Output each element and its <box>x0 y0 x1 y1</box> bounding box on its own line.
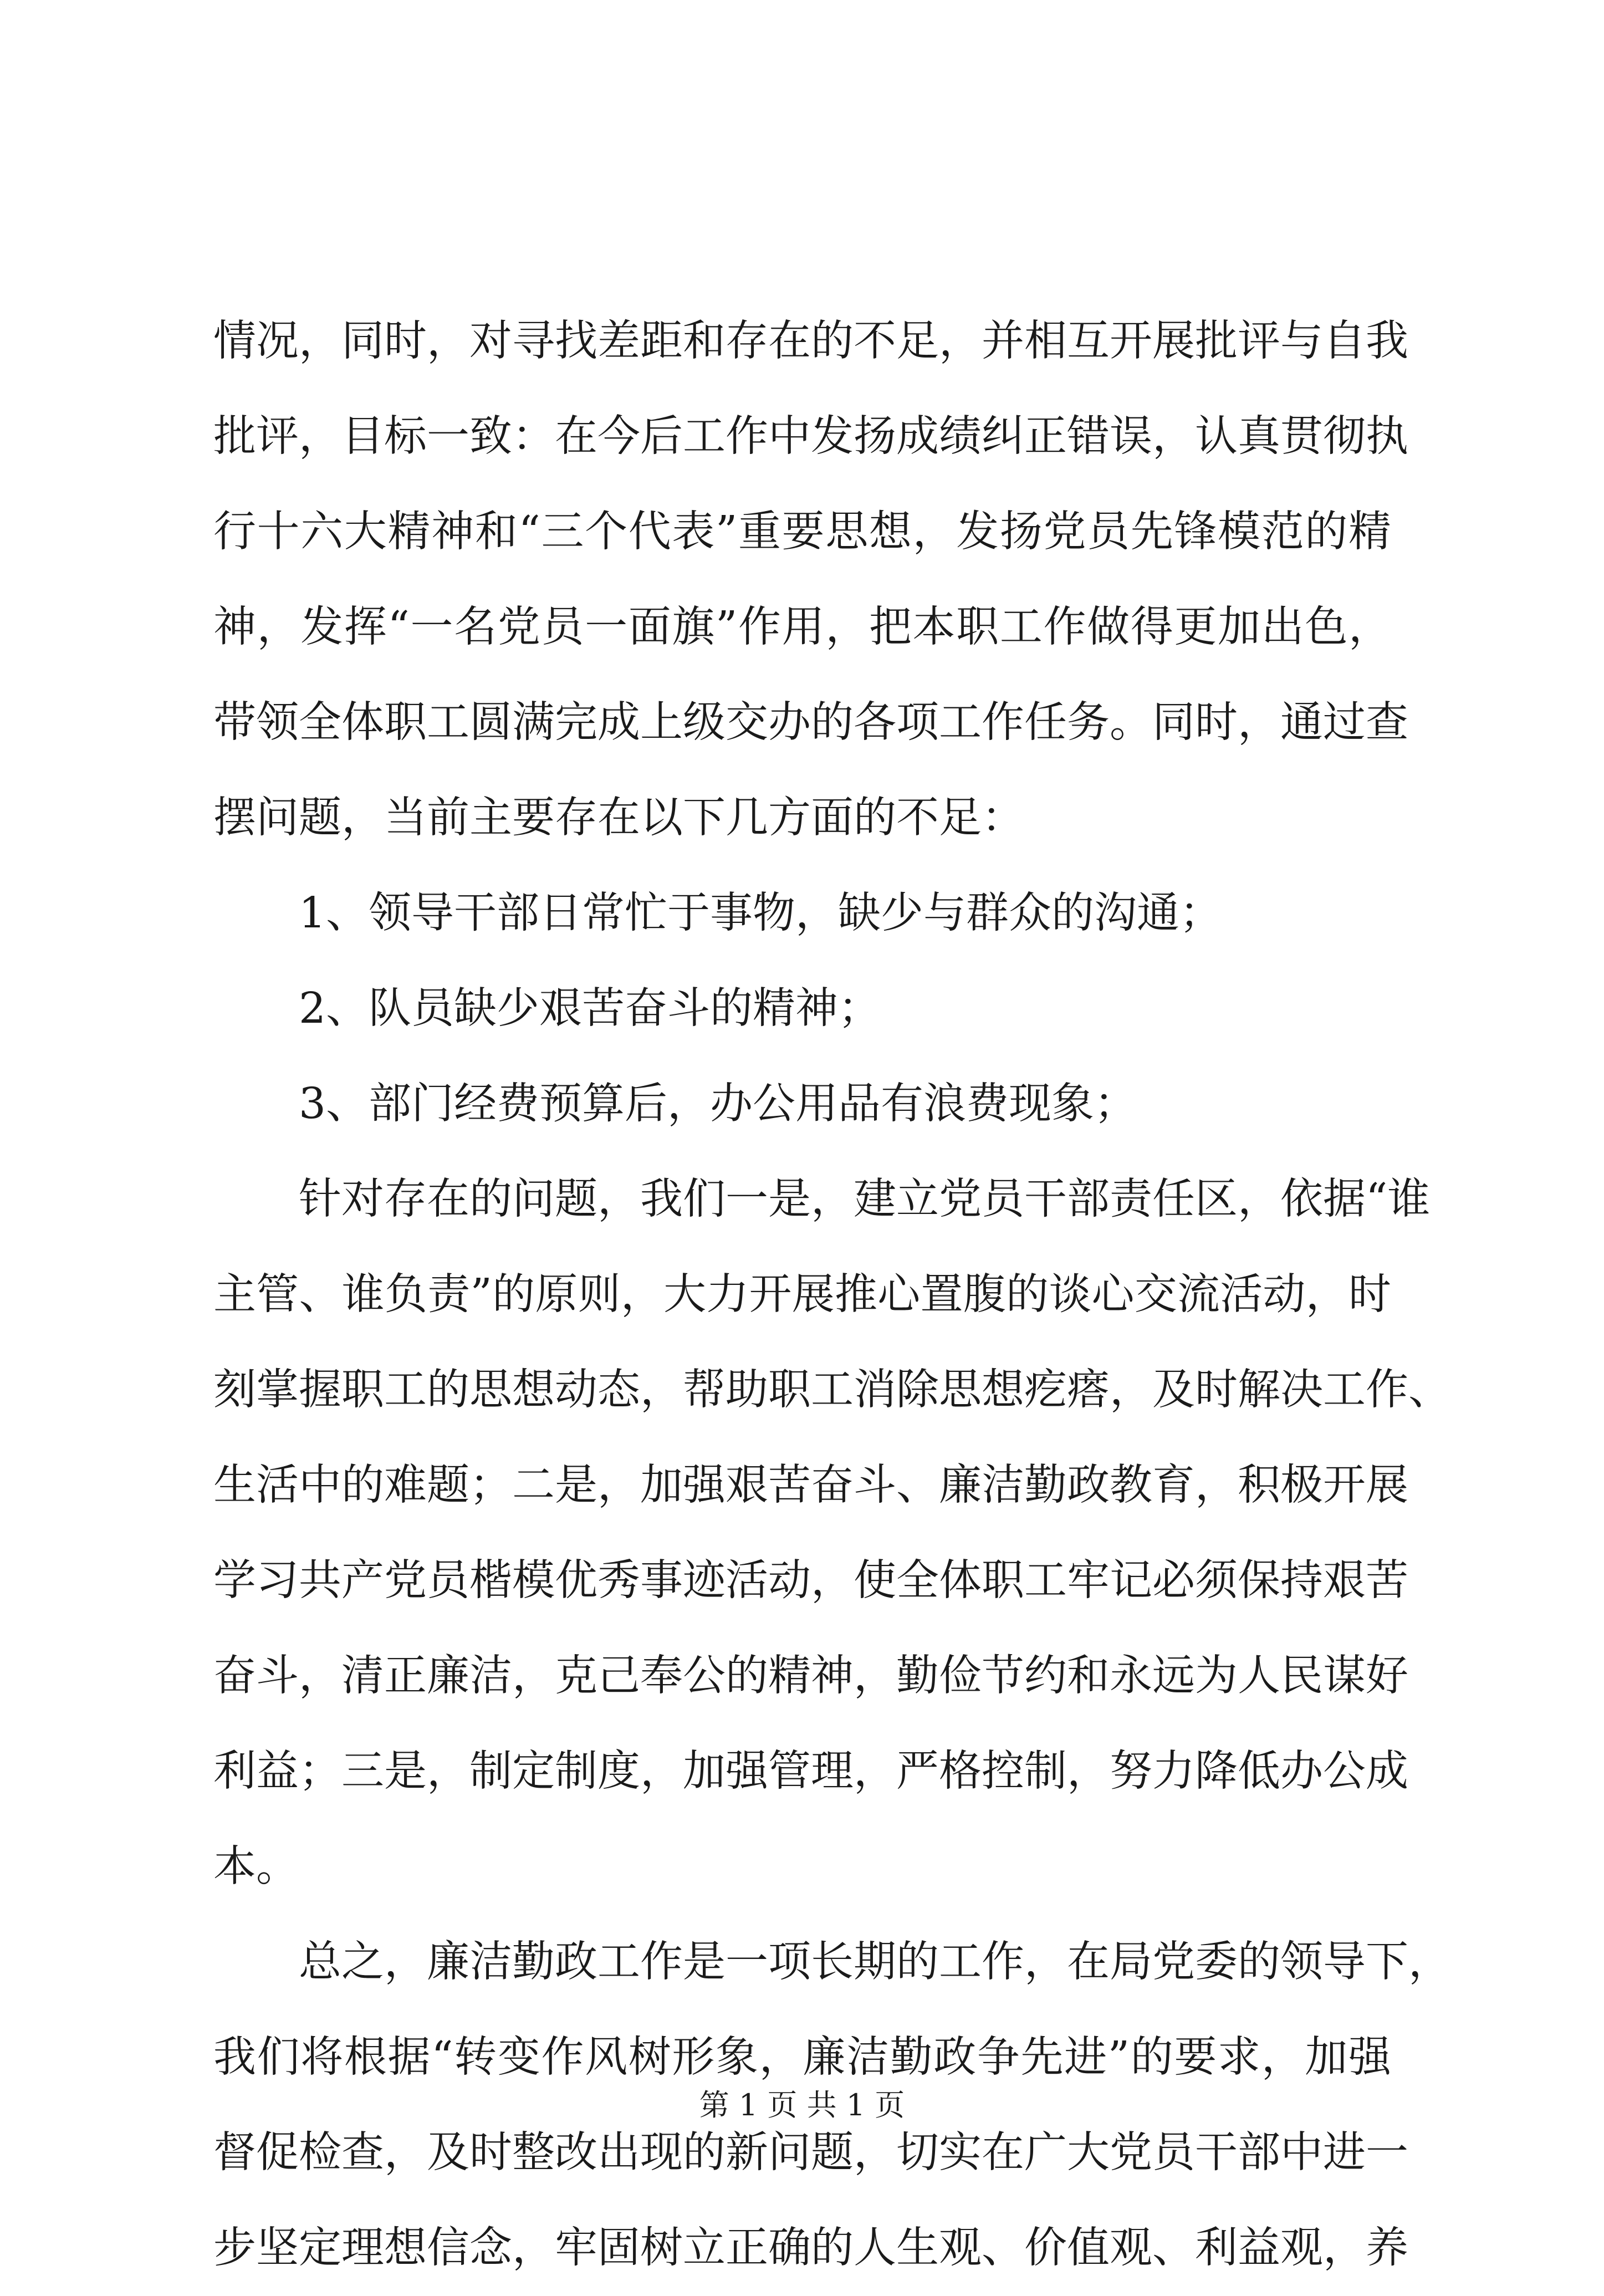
body-line: 带领全体职工圆满完成上级交办的各项工作任务。同时，通过查 <box>213 698 1408 747</box>
body-line: 学习共产党员楷模优秀事迹活动，使全体职工牢记必须保持艰苦 <box>213 1556 1408 1605</box>
body-line: 我们将根据“转变作风树形象，廉洁勤政争先进”的要求，加强 <box>213 2033 1391 2082</box>
body-line: 生活中的难题；二是，加强艰苦奋斗、廉洁勤政教育，积极开展 <box>213 1461 1408 1510</box>
body-line: 神，发挥“一名党员一面旗”作用，把本职工作做得更加出色， <box>213 603 1391 652</box>
body-line: 主管、谁负责”的原则，大力开展推心置腹的谈心交流活动，时 <box>213 1270 1391 1319</box>
paragraph-start: 总之，廉洁勤政工作是一项长期的工作，在局党委的领导下， <box>299 1937 1451 1987</box>
document-body <box>213 294 1451 2296</box>
body-line: 摆问题，当前主要存在以下几方面的不足： <box>213 793 1024 843</box>
body-line: 督促检查，及时整改出现的新问题，切实在广大党员干部中进一 <box>213 2128 1408 2177</box>
paragraph-start: 针对存在的问题，我们一是，建立党员干部责任区，依据“谁 <box>299 1175 1431 1224</box>
body-line: 利益；三是，制定制度，加强管理，严格控制，努力降低办公成 <box>213 1747 1408 1796</box>
body-line: 奋斗，清正廉洁，克己奉公的精神，勤俭节约和永远为人民谋好 <box>213 1651 1408 1701</box>
body-line: 步坚定理想信念，牢固树立正确的人生观、价值观、利益观，养 <box>213 2223 1408 2273</box>
page-footer: 第 1 页 共 1 页 <box>699 2088 905 2122</box>
body-line: 批评，目标一致：在今后工作中发扬成绩纠正错误，认真贯彻执 <box>213 412 1408 461</box>
body-line: 刻掌握职工的思想动态，帮助职工消除思想疙瘩，及时解决工作、 <box>213 1365 1451 1415</box>
list-item-1: 1、领导干部日常忙于事物，缺少与群众的沟通； <box>299 889 1222 938</box>
body-line: 行十六大精神和“三个代表”重要思想，发扬党员先锋模范的精 <box>213 507 1391 557</box>
body-line: 情况，同时，对寻找差距和存在的不足，并相互开展批评与自我 <box>213 317 1408 366</box>
list-item-3: 3、部门经费预算后，办公用品有浪费现象； <box>299 1079 1137 1129</box>
body-line: 本。 <box>213 1842 299 1891</box>
list-item-2: 2、队员缺少艰苦奋斗的精神； <box>299 984 881 1033</box>
